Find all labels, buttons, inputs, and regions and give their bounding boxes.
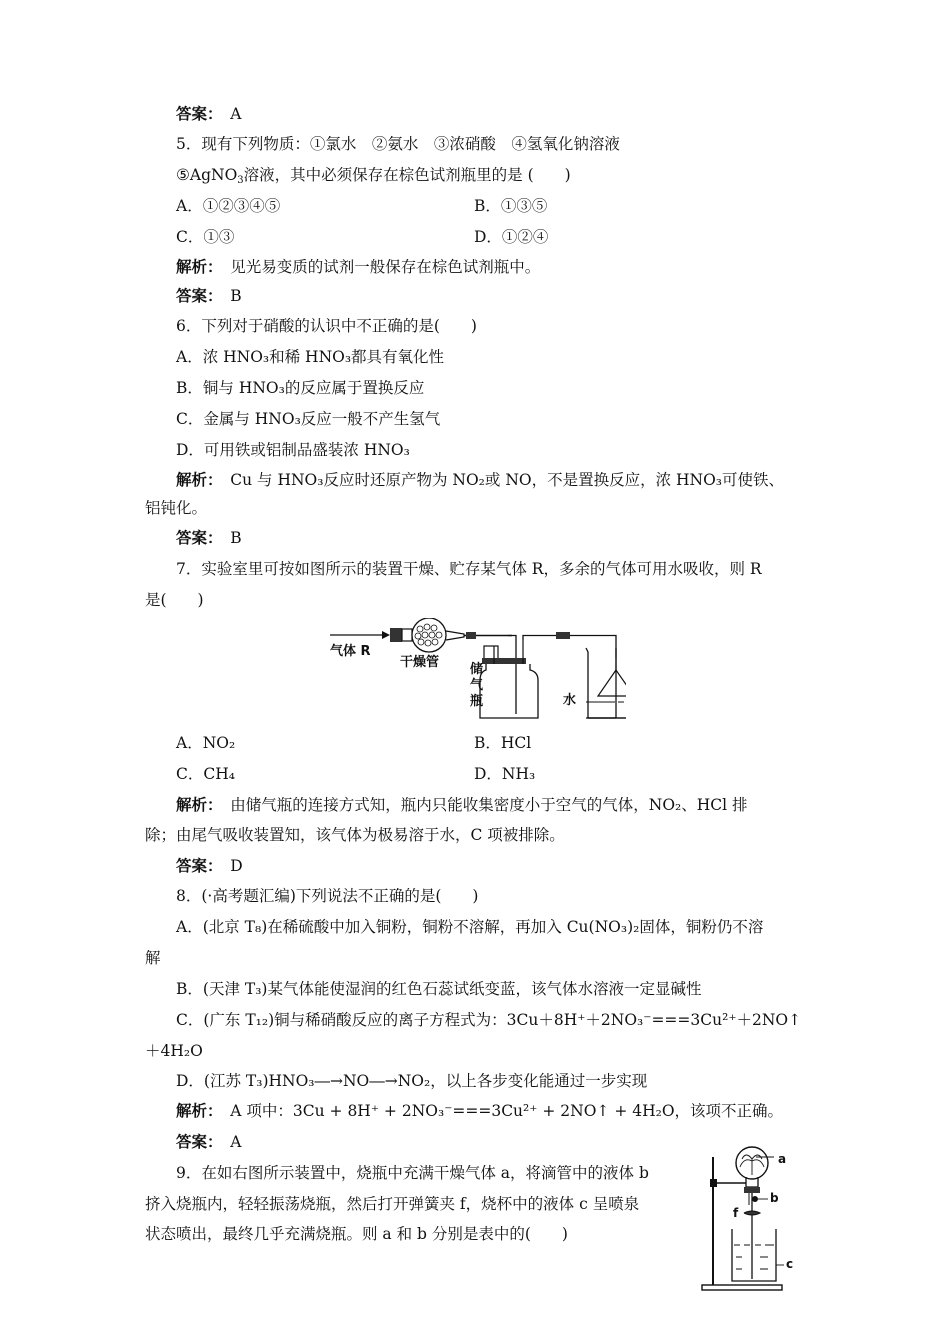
label-b: b [770, 1191, 779, 1205]
gas-bottle-label-1: 储 [470, 662, 484, 677]
analysis-text: 由储气瓶的连接方式知，瓶内只能收集密度小于空气的气体，NO₂、HCl 排 [230, 796, 748, 814]
q6-option-d: D．可用铁或铝制品盛装浓 HNO₃ [176, 441, 410, 459]
q5-option-a: A．①②③④⑤ [176, 197, 281, 215]
q5-stem-2-post: 溶液，其中必须保存在棕色试剂瓶里的是 ( ) [243, 166, 571, 184]
answer-label: 答案： [176, 856, 215, 875]
q7-analysis [176, 795, 748, 815]
q6-option-a: A．浓 HNO₃和稀 HNO₃都具有氧化性 [176, 348, 445, 366]
q8-option-d: D．(江苏 T₃)HNO₃―→NO―→NO₂，以上各步变化能通过一步实现 [176, 1072, 648, 1090]
analysis-text: Cu 与 HNO₃反应时还原产物为 NO₂或 NO，不是置换反应，浓 HNO₃可使铁、 [230, 471, 785, 489]
analysis-label: 解析： [176, 470, 215, 489]
q7-option-a: A．NO₂ [176, 734, 236, 752]
q7-beaker-right [586, 648, 626, 723]
q5-stem: 5．现有下列物质：①氯水 ②氨水 ③浓硝酸 ④氢氧化钠溶液 [176, 135, 620, 153]
q5-option-c: C．①③ [176, 228, 235, 246]
q7-stem: 7．实验室里可按如图所示的装置干燥、贮存某气体 R，多余的气体可用水吸收，则 R [176, 560, 762, 578]
q4-answer [176, 104, 241, 124]
answer-label: 答案： [176, 104, 215, 123]
q5-stem-2-sub: 3 [237, 175, 244, 186]
answer-value: B [230, 529, 242, 547]
q8-option-c-cont: ＋4H₂O [145, 1042, 203, 1060]
gas-r-label: 气体 R [330, 644, 371, 659]
q8-option-c: C．(广东 T₁₂)铜与稀硝酸反应的离子方程式为：3Cu＋8H⁺＋2NO₃⁻===3Cu²⁺＋2NO↑ [176, 1011, 802, 1029]
q9-fountain-figure [700, 1145, 800, 1295]
answer-label: 答案： [176, 286, 215, 305]
answer-label: 答案： [176, 528, 215, 547]
q5-stem-2 [176, 165, 571, 185]
answer-value: A [230, 1133, 242, 1151]
q9-stem-3: 状态喷出，最终几乎充满烧瓶。则 a 和 b 分别是表中的( ) [145, 1225, 568, 1243]
q7-analysis-cont: 除；由尾气吸收装置知，该气体为极易溶于水，C 项被排除。 [145, 826, 565, 844]
q9-stem: 9．在如右图所示装置中，烧瓶中充满干燥气体 a，将滴管中的液体 b [176, 1164, 649, 1182]
q6-analysis [176, 470, 784, 490]
q5-analysis [176, 257, 540, 277]
q5-option-d: D．①②④ [474, 228, 549, 246]
water-label: 水 [563, 693, 577, 708]
analysis-label: 解析： [176, 1101, 215, 1120]
q5-option-b: B．①③⑤ [474, 197, 548, 215]
q5-stem-2-pre: ⑤AgNO [176, 166, 238, 184]
analysis-text: A 项中：3Cu + 8H⁺ + 2NO₃⁻===3Cu²⁺ + 2NO↑ + 4H₂O，该项不正确。 [230, 1102, 784, 1120]
q6-answer [176, 528, 242, 548]
gas-bottle-label-2: 气 [470, 678, 484, 693]
analysis-label: 解析： [176, 257, 215, 276]
q5-answer [176, 286, 242, 306]
q7-option-c: C．CH₄ [176, 765, 235, 783]
label-a: a [778, 1152, 787, 1166]
label-c: c [786, 1257, 794, 1271]
analysis-label: 解析： [176, 795, 215, 814]
answer-value: A [230, 105, 242, 123]
q8-stem: 8．(·高考题汇编)下列说法不正确的是( ) [176, 887, 479, 905]
q6-option-c: C．金属与 HNO₃反应一般不产生氢气 [176, 410, 441, 428]
q6-analysis-cont: 铝钝化。 [145, 499, 208, 517]
analysis-text: 见光易变质的试剂一般保存在棕色试剂瓶中。 [230, 258, 541, 276]
label-f: f [733, 1206, 739, 1220]
drying-tube-label: 干燥管 [400, 655, 440, 670]
q8-option-a-cont: 解 [145, 949, 161, 967]
q7-option-d: D．NH₃ [474, 765, 536, 783]
answer-value: D [230, 857, 243, 875]
gas-bottle-label-3: 瓶 [470, 694, 484, 709]
q6-stem: 6．下列对于硝酸的认识中不正确的是( ) [176, 317, 477, 335]
q7-option-b: B．HCl [474, 734, 532, 752]
answer-label: 答案： [176, 1132, 215, 1151]
gas-bottle-label [470, 662, 483, 710]
q7-answer [176, 856, 243, 876]
q9-stem-2: 挤入烧瓶内，轻轻振荡烧瓶，然后打开弹簧夹 f，烧杯中的液体 c 呈喷泉 [145, 1195, 640, 1213]
q8-analysis [176, 1101, 783, 1121]
answer-value: B [230, 287, 242, 305]
q8-answer [176, 1132, 241, 1152]
q8-option-a: A．(北京 T₈)在稀硫酸中加入铜粉，铜粉不溶解，再加入 Cu(NO₃)₂固体，铜粉仍不溶 [176, 918, 764, 936]
q7-stem-cont: 是( ) [145, 591, 204, 609]
q8-option-b: B．(天津 T₃)某气体能使湿润的红色石蕊试纸变蓝，该气体水溶液一定显碱性 [176, 980, 702, 998]
q6-option-b: B．铜与 HNO₃的反应属于置换反应 [176, 379, 425, 397]
